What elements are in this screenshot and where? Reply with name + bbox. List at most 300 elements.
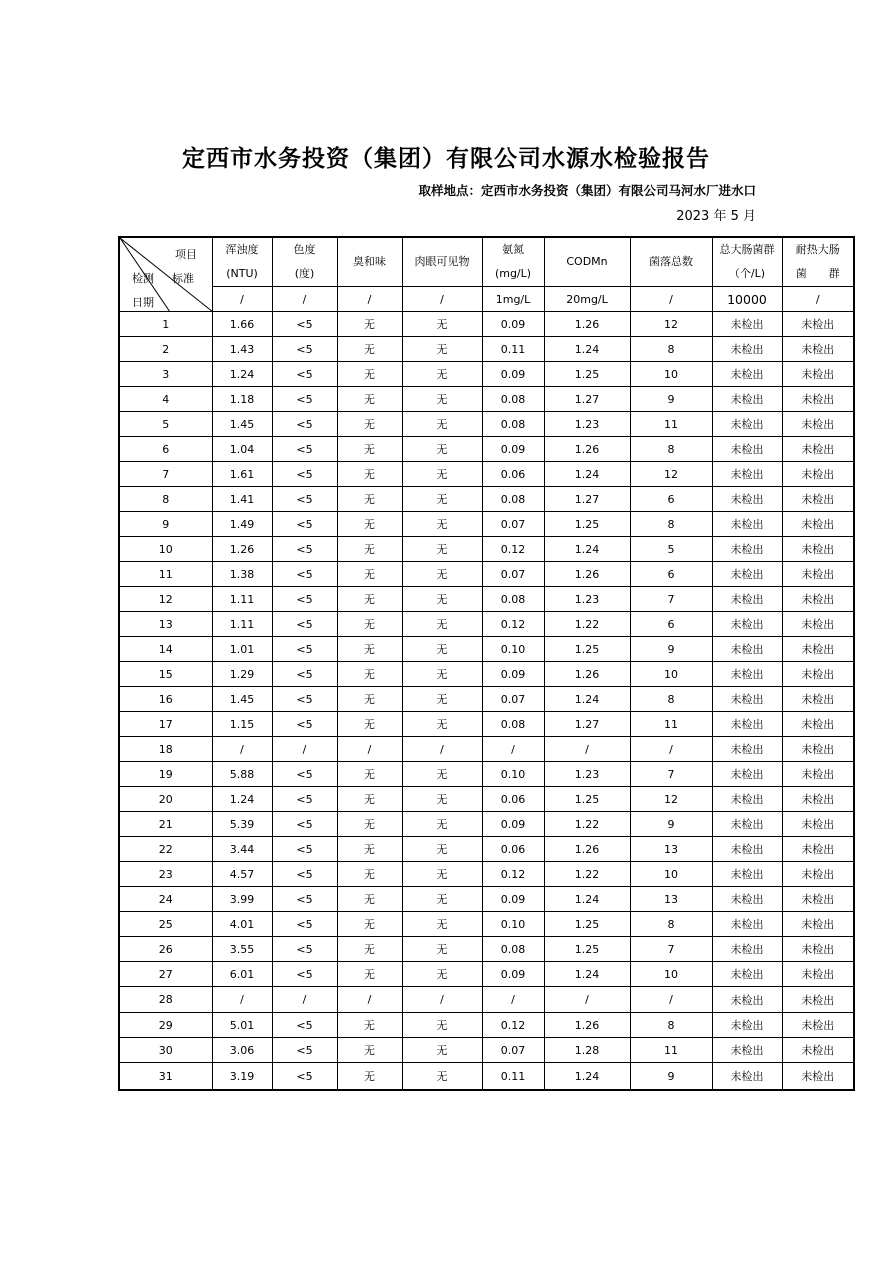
day-cell: 28 <box>119 987 212 1013</box>
table-row <box>119 937 854 962</box>
value-cell: 4.01 <box>212 912 272 937</box>
value-cell: / <box>272 987 337 1013</box>
value-cell: 0.07 <box>482 1038 544 1063</box>
day-cell: 31 <box>119 1063 212 1091</box>
day-cell: 5 <box>119 412 212 437</box>
value-cell: <5 <box>272 637 337 662</box>
value-cell: 1.11 <box>212 587 272 612</box>
value-cell: 1.26 <box>544 437 630 462</box>
value-cell: 0.12 <box>482 1013 544 1038</box>
value-cell: 1.24 <box>544 1063 630 1091</box>
value-cell: 无 <box>337 937 402 962</box>
value-cell: 7 <box>630 587 712 612</box>
value-cell: 未检出 <box>712 762 782 787</box>
value-cell: 1.27 <box>544 712 630 737</box>
table-row <box>119 587 854 612</box>
table-row <box>119 787 854 812</box>
value-cell: 0.09 <box>482 887 544 912</box>
value-cell: 无 <box>337 612 402 637</box>
value-cell: 无 <box>337 637 402 662</box>
column-header <box>402 237 482 287</box>
value-cell: 无 <box>337 962 402 987</box>
day-cell: 20 <box>119 787 212 812</box>
value-cell: 无 <box>402 462 482 487</box>
value-cell: 1.41 <box>212 487 272 512</box>
column-header-line1: 浑浊度 <box>225 243 259 256</box>
value-cell: 1.25 <box>544 637 630 662</box>
value-cell: / <box>402 987 482 1013</box>
value-cell: 0.08 <box>482 587 544 612</box>
value-cell: 无 <box>337 662 402 687</box>
value-cell: 无 <box>337 462 402 487</box>
column-header <box>482 237 544 287</box>
value-cell: 10 <box>630 662 712 687</box>
value-cell: 无 <box>337 437 402 462</box>
value-cell: 8 <box>630 437 712 462</box>
day-cell: 24 <box>119 887 212 912</box>
value-cell: <5 <box>272 912 337 937</box>
value-cell: 0.09 <box>482 662 544 687</box>
value-cell: 1.24 <box>544 687 630 712</box>
value-cell: 0.07 <box>482 512 544 537</box>
value-cell: 1.25 <box>544 787 630 812</box>
value-cell: 无 <box>402 487 482 512</box>
value-cell: / <box>272 737 337 762</box>
day-cell: 1 <box>119 312 212 337</box>
value-cell: 无 <box>337 912 402 937</box>
day-cell: 14 <box>119 637 212 662</box>
table-row <box>119 537 854 562</box>
value-cell: 6.01 <box>212 962 272 987</box>
value-cell: 6 <box>630 612 712 637</box>
value-cell: 未检出 <box>712 987 782 1013</box>
value-cell: 无 <box>402 962 482 987</box>
value-cell: 未检出 <box>782 587 854 612</box>
value-cell: 0.09 <box>482 437 544 462</box>
value-cell: 无 <box>402 762 482 787</box>
value-cell: 1.22 <box>544 862 630 887</box>
value-cell: 未检出 <box>712 587 782 612</box>
table-row <box>119 1038 854 1063</box>
value-cell: 7 <box>630 762 712 787</box>
table-row <box>119 912 854 937</box>
value-cell: 未检出 <box>782 462 854 487</box>
value-cell: 无 <box>402 612 482 637</box>
table-row <box>119 387 854 412</box>
value-cell: 1.24 <box>544 537 630 562</box>
value-cell: <5 <box>272 537 337 562</box>
standard-cell: / <box>402 287 482 312</box>
value-cell: 无 <box>402 312 482 337</box>
value-cell: 1.23 <box>544 762 630 787</box>
value-cell: 未检出 <box>712 612 782 637</box>
value-cell: 未检出 <box>712 737 782 762</box>
day-cell: 13 <box>119 612 212 637</box>
table-row <box>119 562 854 587</box>
value-cell: 无 <box>402 1013 482 1038</box>
value-cell: 无 <box>337 1063 402 1091</box>
value-cell: 无 <box>337 387 402 412</box>
value-cell: 未检出 <box>782 1038 854 1063</box>
day-cell: 2 <box>119 337 212 362</box>
value-cell: 0.08 <box>482 412 544 437</box>
value-cell: 无 <box>402 912 482 937</box>
value-cell: 0.12 <box>482 537 544 562</box>
value-cell: 无 <box>402 362 482 387</box>
value-cell: <5 <box>272 962 337 987</box>
value-cell: 1.29 <box>212 662 272 687</box>
value-cell: 0.09 <box>482 962 544 987</box>
value-cell: 13 <box>630 887 712 912</box>
value-cell: 无 <box>402 687 482 712</box>
value-cell: 无 <box>402 562 482 587</box>
value-cell: 未检出 <box>712 562 782 587</box>
value-cell: 无 <box>337 412 402 437</box>
standard-cell: 1mg/L <box>482 287 544 312</box>
value-cell: 无 <box>337 487 402 512</box>
column-header-line1: 肉眼可见物 <box>414 255 470 268</box>
value-cell: 1.25 <box>544 937 630 962</box>
value-cell: 7 <box>630 937 712 962</box>
value-cell: 1.23 <box>544 587 630 612</box>
value-cell: 12 <box>630 787 712 812</box>
corner-item-label: 项目 <box>175 248 197 261</box>
value-cell: 1.66 <box>212 312 272 337</box>
standard-cell: / <box>782 287 854 312</box>
value-cell: <5 <box>272 812 337 837</box>
value-cell: 未检出 <box>712 337 782 362</box>
day-cell: 12 <box>119 587 212 612</box>
value-cell: 3.99 <box>212 887 272 912</box>
value-cell: / <box>337 737 402 762</box>
value-cell: 1.23 <box>544 412 630 437</box>
column-header-line2: (NTU) <box>226 267 258 280</box>
column-header <box>337 237 402 287</box>
corner-standard-label: 标准 <box>172 272 194 285</box>
standard-cell: / <box>272 287 337 312</box>
value-cell: 8 <box>630 512 712 537</box>
value-cell: 8 <box>630 337 712 362</box>
value-cell: 0.09 <box>482 312 544 337</box>
day-cell: 29 <box>119 1013 212 1038</box>
value-cell: 无 <box>402 637 482 662</box>
table-row <box>119 712 854 737</box>
value-cell: / <box>630 987 712 1013</box>
table-row <box>119 687 854 712</box>
day-cell: 16 <box>119 687 212 712</box>
value-cell: 1.11 <box>212 612 272 637</box>
table-row <box>119 337 854 362</box>
value-cell: 未检出 <box>782 537 854 562</box>
value-cell: 0.06 <box>482 837 544 862</box>
value-cell: 9 <box>630 637 712 662</box>
value-cell: 未检出 <box>782 1063 854 1091</box>
table-row <box>119 887 854 912</box>
standard-cell: / <box>337 287 402 312</box>
value-cell: 5.39 <box>212 812 272 837</box>
value-cell: 无 <box>402 587 482 612</box>
day-cell: 23 <box>119 862 212 887</box>
day-cell: 17 <box>119 712 212 737</box>
value-cell: <5 <box>272 1063 337 1091</box>
value-cell: 3.44 <box>212 837 272 862</box>
report-title: 定西市水务投资（集团）有限公司水源水检验报告 <box>182 146 710 172</box>
table-row <box>119 1013 854 1038</box>
column-header-line2: （个/L) <box>728 267 766 280</box>
value-cell: <5 <box>272 437 337 462</box>
value-cell: 未检出 <box>782 937 854 962</box>
table-row <box>119 362 854 387</box>
value-cell: 11 <box>630 712 712 737</box>
value-cell: <5 <box>272 462 337 487</box>
inspection-table <box>118 236 855 1091</box>
value-cell: 0.07 <box>482 687 544 712</box>
value-cell: 未检出 <box>782 712 854 737</box>
value-cell: 无 <box>402 787 482 812</box>
value-cell: 未检出 <box>712 487 782 512</box>
corner-date-label: 日期 <box>132 296 154 309</box>
column-header-line1: 总大肠菌群 <box>719 243 775 256</box>
value-cell: 0.08 <box>482 937 544 962</box>
value-cell: 0.12 <box>482 862 544 887</box>
value-cell: 未检出 <box>712 962 782 987</box>
value-cell: 11 <box>630 412 712 437</box>
value-cell: <5 <box>272 562 337 587</box>
value-cell: 3.19 <box>212 1063 272 1091</box>
value-cell: 未检出 <box>712 787 782 812</box>
header-row <box>119 237 854 287</box>
table-row <box>119 962 854 987</box>
value-cell: 13 <box>630 837 712 862</box>
value-cell: 未检出 <box>782 737 854 762</box>
column-header-line2: 菌 群 <box>795 267 840 280</box>
value-cell: 0.06 <box>482 787 544 812</box>
value-cell: <5 <box>272 837 337 862</box>
column-header-line1: 臭和味 <box>353 255 386 268</box>
value-cell: 1.49 <box>212 512 272 537</box>
value-cell: 1.22 <box>544 612 630 637</box>
value-cell: 未检出 <box>782 862 854 887</box>
value-cell: <5 <box>272 662 337 687</box>
value-cell: 0.11 <box>482 1063 544 1091</box>
value-cell: 0.10 <box>482 912 544 937</box>
day-cell: 4 <box>119 387 212 412</box>
value-cell: <5 <box>272 387 337 412</box>
value-cell: <5 <box>272 862 337 887</box>
value-cell: 未检出 <box>782 512 854 537</box>
value-cell: 5.01 <box>212 1013 272 1038</box>
table-row <box>119 1063 854 1091</box>
corner-detect-label: 检测 <box>132 272 154 285</box>
value-cell: 未检出 <box>712 1038 782 1063</box>
value-cell: 无 <box>337 862 402 887</box>
value-cell: 无 <box>402 887 482 912</box>
value-cell: 无 <box>402 387 482 412</box>
value-cell: 0.09 <box>482 362 544 387</box>
value-cell: / <box>482 987 544 1013</box>
column-header <box>712 237 782 287</box>
value-cell: 未检出 <box>712 537 782 562</box>
value-cell: 无 <box>337 837 402 862</box>
column-header-line2: (度) <box>294 267 315 280</box>
value-cell: 8 <box>630 1013 712 1038</box>
value-cell: 5 <box>630 537 712 562</box>
value-cell: 无 <box>402 412 482 437</box>
value-cell: 1.26 <box>544 837 630 862</box>
value-cell: 未检出 <box>782 362 854 387</box>
day-cell: 10 <box>119 537 212 562</box>
value-cell: 0.08 <box>482 712 544 737</box>
value-cell: 1.24 <box>544 462 630 487</box>
column-header <box>212 237 272 287</box>
standard-cell: / <box>630 287 712 312</box>
value-cell: 未检出 <box>782 612 854 637</box>
standard-cell: / <box>212 287 272 312</box>
value-cell: 无 <box>337 337 402 362</box>
value-cell: 无 <box>337 562 402 587</box>
value-cell: 无 <box>337 787 402 812</box>
column-header-line1: 色度 <box>293 243 316 256</box>
value-cell: 无 <box>402 862 482 887</box>
day-cell: 25 <box>119 912 212 937</box>
value-cell: 无 <box>402 537 482 562</box>
day-cell: 15 <box>119 662 212 687</box>
value-cell: 1.61 <box>212 462 272 487</box>
value-cell: 无 <box>402 837 482 862</box>
value-cell: <5 <box>272 587 337 612</box>
value-cell: 未检出 <box>782 662 854 687</box>
standard-row <box>119 287 854 312</box>
value-cell: 无 <box>402 337 482 362</box>
value-cell: 1.26 <box>544 562 630 587</box>
value-cell: 0.12 <box>482 612 544 637</box>
value-cell: 无 <box>337 687 402 712</box>
report-date: 2023 年 5 月 <box>676 209 756 224</box>
value-cell: 1.26 <box>544 1013 630 1038</box>
value-cell: 12 <box>630 462 712 487</box>
table-row <box>119 837 854 862</box>
value-cell: 0.10 <box>482 762 544 787</box>
value-cell: 9 <box>630 1063 712 1091</box>
value-cell: 未检出 <box>782 787 854 812</box>
day-cell: 18 <box>119 737 212 762</box>
value-cell: 无 <box>337 362 402 387</box>
table-row <box>119 462 854 487</box>
value-cell: 未检出 <box>712 887 782 912</box>
value-cell: 1.22 <box>544 812 630 837</box>
value-cell: 未检出 <box>712 1063 782 1091</box>
value-cell: 无 <box>402 712 482 737</box>
day-cell: 27 <box>119 962 212 987</box>
value-cell: 1.26 <box>544 662 630 687</box>
value-cell: 1.01 <box>212 637 272 662</box>
value-cell: 1.25 <box>544 912 630 937</box>
day-cell: 21 <box>119 812 212 837</box>
table-row <box>119 412 854 437</box>
value-cell: 1.24 <box>544 337 630 362</box>
table-row <box>119 487 854 512</box>
value-cell: 未检出 <box>712 412 782 437</box>
value-cell: 无 <box>402 512 482 537</box>
value-cell: 8 <box>630 912 712 937</box>
table-row <box>119 662 854 687</box>
value-cell: 未检出 <box>712 712 782 737</box>
day-cell: 3 <box>119 362 212 387</box>
value-cell: 未检出 <box>712 512 782 537</box>
value-cell: 未检出 <box>782 987 854 1013</box>
value-cell: 0.10 <box>482 637 544 662</box>
value-cell: 未检出 <box>712 912 782 937</box>
table-row <box>119 987 854 1013</box>
value-cell: 1.15 <box>212 712 272 737</box>
value-cell: 未检出 <box>782 312 854 337</box>
value-cell: 未检出 <box>782 887 854 912</box>
value-cell: 1.38 <box>212 562 272 587</box>
value-cell: <5 <box>272 712 337 737</box>
day-cell: 22 <box>119 837 212 862</box>
value-cell: 3.55 <box>212 937 272 962</box>
table-row <box>119 762 854 787</box>
value-cell: 9 <box>630 387 712 412</box>
value-cell: <5 <box>272 1013 337 1038</box>
value-cell: 5.88 <box>212 762 272 787</box>
value-cell: 未检出 <box>782 562 854 587</box>
value-cell: / <box>212 737 272 762</box>
day-cell: 8 <box>119 487 212 512</box>
value-cell: 未检出 <box>782 412 854 437</box>
table-row <box>119 862 854 887</box>
column-header-line1: 耐热大肠 <box>795 243 840 256</box>
sampling-location: 取样地点：定西市水务投资（集团）有限公司马河水厂进水口 <box>418 183 756 198</box>
column-header <box>272 237 337 287</box>
value-cell: 无 <box>337 537 402 562</box>
column-header <box>544 237 630 287</box>
day-cell: 19 <box>119 762 212 787</box>
value-cell: 1.28 <box>544 1038 630 1063</box>
day-cell: 30 <box>119 1038 212 1063</box>
value-cell: <5 <box>272 762 337 787</box>
value-cell: 1.45 <box>212 412 272 437</box>
value-cell: 1.45 <box>212 687 272 712</box>
value-cell: 1.43 <box>212 337 272 362</box>
value-cell: / <box>212 987 272 1013</box>
day-cell: 7 <box>119 462 212 487</box>
value-cell: 未检出 <box>782 962 854 987</box>
value-cell: 8 <box>630 687 712 712</box>
value-cell: 11 <box>630 1038 712 1063</box>
value-cell: 无 <box>337 762 402 787</box>
column-header-line1: 氨氮 <box>502 243 524 256</box>
value-cell: 无 <box>337 587 402 612</box>
value-cell: 1.24 <box>544 962 630 987</box>
value-cell: 4.57 <box>212 862 272 887</box>
value-cell: 1.25 <box>544 512 630 537</box>
value-cell: / <box>630 737 712 762</box>
value-cell: 未检出 <box>782 337 854 362</box>
standard-cell: 20mg/L <box>544 287 630 312</box>
value-cell: <5 <box>272 612 337 637</box>
value-cell: 无 <box>402 1063 482 1091</box>
value-cell: 1.27 <box>544 487 630 512</box>
corner-header-cell <box>119 237 212 312</box>
value-cell: 12 <box>630 312 712 337</box>
value-cell: 未检出 <box>782 437 854 462</box>
value-cell: <5 <box>272 937 337 962</box>
value-cell: 10 <box>630 862 712 887</box>
value-cell: / <box>337 987 402 1013</box>
column-header-line1: CODMn <box>566 255 608 268</box>
value-cell: 未检出 <box>712 462 782 487</box>
